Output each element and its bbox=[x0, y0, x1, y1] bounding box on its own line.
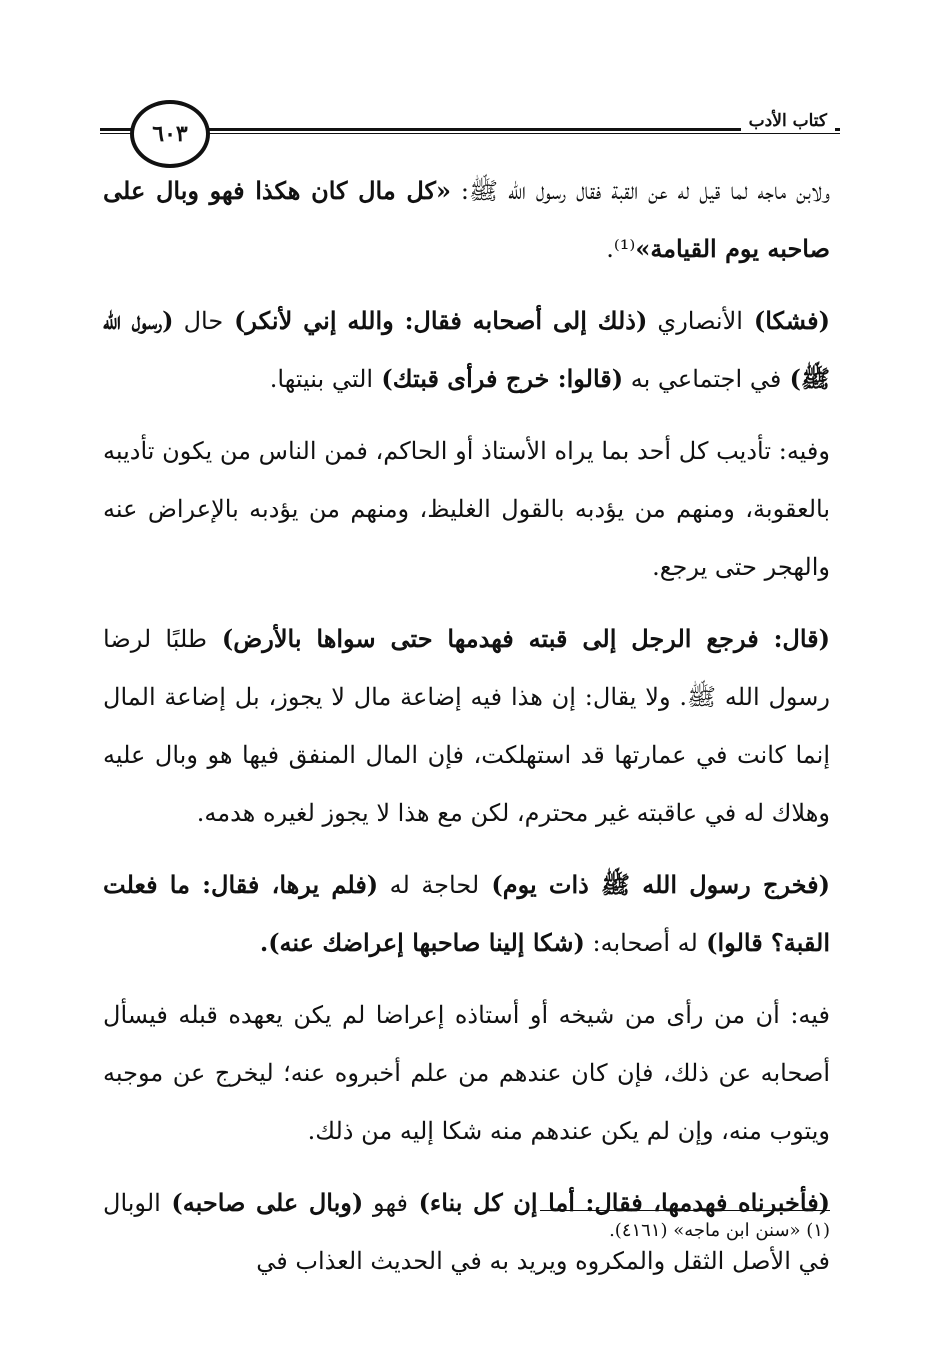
text-run: ⁽¹⁾. bbox=[606, 235, 636, 263]
bold-run: (شكا إلينا صاحبها إعراضك عنه). bbox=[259, 928, 585, 957]
text-run: له أصحابه: bbox=[584, 929, 698, 957]
text-run: الأنصاري bbox=[647, 307, 743, 335]
body-text bbox=[103, 162, 830, 1304]
footnote: (١) «سنن ابن ماجه» (٤١٦١). bbox=[609, 1220, 830, 1241]
bold-run: (قالوا: خرج فرأى قبتك) bbox=[373, 364, 624, 393]
text-run: التي بنيتها. bbox=[269, 365, 374, 393]
header-rule bbox=[100, 128, 840, 131]
paragraph bbox=[103, 856, 830, 972]
paragraph bbox=[103, 292, 830, 408]
bold-run: (فشكا) bbox=[742, 306, 830, 335]
text-run: وفيه: تأديب كل أحد بما يراه الأستاذ أو الحاكم، فمن الناس من يكون تأديبه بالعقوبة، ومنهم من يؤدبه بالقول الغليظ، ومنهم من يؤدبه بالإعراض عنه والهجر حتى يرجع. bbox=[103, 437, 830, 581]
text-run: فيه: أن من رأى من شيخه أو أستاذه إعراضا لم يكن يعهده قبله فيسأل أصحابه عن ذلك، فإن كان عندهم من علم أخبروه عنه؛ ليخرج عن موجبه ويتوب منه، وإن لم يكن عندهم منه شكا إليه من ذلك. bbox=[103, 1001, 830, 1145]
text-run: الوبال في الأصل الثقل والمكروه ويريد به في الحديث العذاب في bbox=[103, 1189, 830, 1275]
bold-run: (فلم يرها، فقال: ما فعلت القبة؟ قالوا) bbox=[103, 870, 830, 957]
bold-run: (قال: فرجع الرجل إلى قبته فهدمها حتى سواها بالأرض) bbox=[207, 624, 831, 653]
running-head: كتاب الأدب bbox=[741, 111, 835, 131]
text-run: طلبًا لرضا رسول الله ﷺ. ولا يقال: إن هذا فيه إضاعة مال لا يجوز، بل إضاعة المال إنما كانت في عمارتها قد استهلكت، فإن المال المنفق فيها هو وبال عليه وهلاك له في عاقبته غير محترم، لكن مع هذا لا يجوز لغيره هدمه. bbox=[103, 625, 830, 827]
header-rule-thin bbox=[100, 133, 840, 134]
text-run: ولابن ماجه لما قيل له عن القبة فقال رسول الله ﷺ: bbox=[450, 177, 830, 205]
paragraph bbox=[103, 986, 830, 1160]
paragraph bbox=[103, 162, 830, 278]
paragraph bbox=[103, 422, 830, 596]
footnote-separator bbox=[540, 1210, 830, 1211]
bold-run: (وبال على صاحبه) bbox=[160, 1188, 364, 1217]
page-number: ٦٠٣ bbox=[130, 100, 210, 168]
bold-run: (ذلك إلى أصحابه فقال: والله إني لأنكر) bbox=[223, 306, 648, 335]
bold-run: (فأخبرناه فهدمها، فقال: أما إن كل بناء) bbox=[408, 1188, 831, 1217]
bold-run: (فخرج رسول الله ﷺ ذات يوم) bbox=[479, 870, 830, 899]
paragraph bbox=[103, 610, 830, 842]
bold-run: «كل مال كان هكذا فهو وبال على صاحبه يوم القيامة» bbox=[103, 176, 830, 263]
bold-run: (رسول الله ﷺ) bbox=[103, 306, 830, 393]
text-run: حال bbox=[173, 307, 224, 335]
text-run: في اجتماعي به bbox=[623, 365, 782, 393]
text-run: فهو bbox=[363, 1189, 408, 1217]
text-run: لحاجة له bbox=[378, 871, 480, 899]
